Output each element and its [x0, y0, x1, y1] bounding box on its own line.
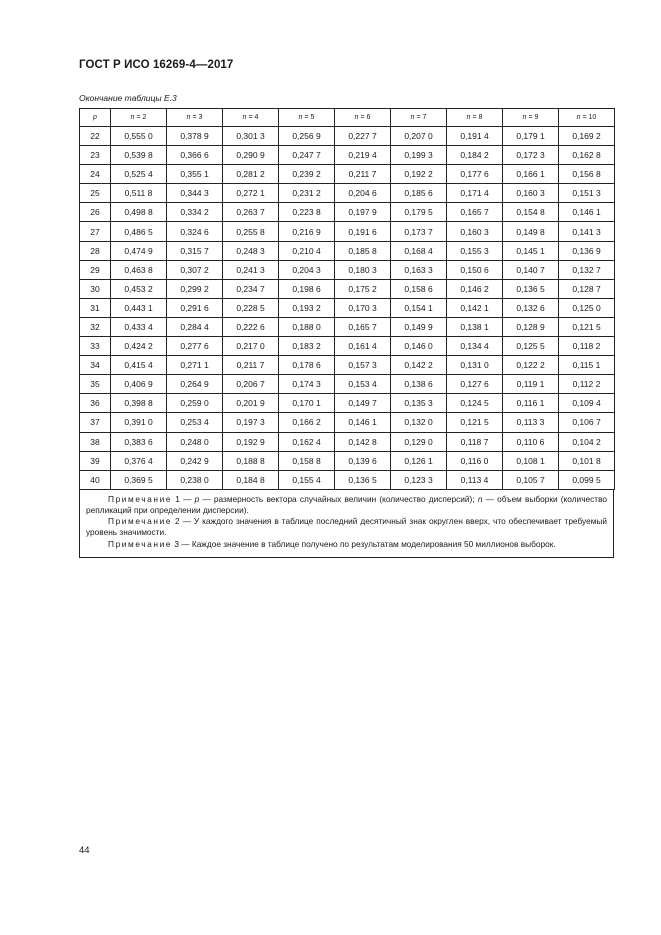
- table-cell: 0,153 4: [335, 375, 391, 394]
- table-cell: 0,211 7: [335, 165, 391, 184]
- table-cell: 0,228 5: [223, 298, 279, 317]
- table-cell: 0,178 6: [279, 356, 335, 375]
- table-cell: 0,121 5: [559, 317, 615, 336]
- table-cell: 0,415 4: [111, 356, 167, 375]
- table-cell: 0,344 3: [167, 184, 223, 203]
- table-cell: 0,238 0: [167, 470, 223, 489]
- table-cell: 0,216 9: [279, 222, 335, 241]
- table-cell: 0,138 6: [391, 375, 447, 394]
- table-cell: 0,106 7: [559, 413, 615, 432]
- table-cell: 0,112 2: [559, 375, 615, 394]
- table-cell: 0,231 2: [279, 184, 335, 203]
- row-label-p: 31: [80, 298, 111, 317]
- table-row: [80, 356, 615, 375]
- table-cell: 0,121 5: [447, 413, 503, 432]
- table-cell: 0,126 1: [391, 451, 447, 470]
- row-label-p: 26: [80, 203, 111, 222]
- table-row: [80, 279, 615, 298]
- table-cell: 0,160 3: [503, 184, 559, 203]
- table-cell: 0,132 7: [559, 260, 615, 279]
- table-cell: 0,145 1: [503, 241, 559, 260]
- table-cell: 0,150 6: [447, 260, 503, 279]
- table-cell: 0,125 5: [503, 337, 559, 356]
- table-cell: 0,160 3: [447, 222, 503, 241]
- table-cell: 0,146 1: [335, 413, 391, 432]
- row-label-p: 33: [80, 337, 111, 356]
- table-cell: 0,154 8: [503, 203, 559, 222]
- table-cell: 0,138 1: [447, 317, 503, 336]
- table-row: [80, 470, 615, 489]
- table-cell: 0,272 1: [223, 184, 279, 203]
- table-cell: 0,136 9: [559, 241, 615, 260]
- table-cell: 0,184 8: [223, 470, 279, 489]
- table-cell: 0,210 4: [279, 241, 335, 260]
- table-cell: 0,142 2: [391, 356, 447, 375]
- table-row: [80, 451, 615, 470]
- table-cell: 0,539 8: [111, 146, 167, 165]
- row-label-p: 38: [80, 432, 111, 451]
- table-cell: 0,486 5: [111, 222, 167, 241]
- table-cell: 0,185 6: [391, 184, 447, 203]
- row-label-p: 37: [80, 413, 111, 432]
- table-cell: 0,141 3: [559, 222, 615, 241]
- table-cell: 0,406 9: [111, 375, 167, 394]
- table-cell: 0,105 7: [503, 470, 559, 489]
- table-cell: 0,424 2: [111, 337, 167, 356]
- table-cell: 0,155 3: [447, 241, 503, 260]
- table-cell: 0,204 6: [335, 184, 391, 203]
- table-cell: 0,191 6: [335, 222, 391, 241]
- table-cell: 0,301 3: [223, 127, 279, 146]
- table-cell: 0,247 7: [279, 146, 335, 165]
- table-cell: 0,134 4: [447, 337, 503, 356]
- table-cell: 0,146 0: [391, 337, 447, 356]
- table-cell: 0,157 3: [335, 356, 391, 375]
- table-row: [80, 298, 615, 317]
- table-cell: 0,155 4: [279, 470, 335, 489]
- table-row: [80, 222, 615, 241]
- table-cell: 0,099 5: [559, 470, 615, 489]
- table-cell: 0,136 5: [335, 470, 391, 489]
- table-row: [80, 203, 615, 222]
- table-cell: 0,383 6: [111, 432, 167, 451]
- table-cell: 0,179 5: [391, 203, 447, 222]
- table-cell: 0,118 7: [447, 432, 503, 451]
- table-cell: 0,191 4: [447, 127, 503, 146]
- table-cell: 0,324 6: [167, 222, 223, 241]
- table-row: [80, 146, 615, 165]
- table-cell: 0,193 2: [279, 298, 335, 317]
- table-cell: 0,398 8: [111, 394, 167, 413]
- table-cell: 0,127 6: [447, 375, 503, 394]
- column-header-n: n = 5: [279, 109, 335, 127]
- table-cell: 0,165 7: [335, 317, 391, 336]
- table-cell: 0,154 1: [391, 298, 447, 317]
- table-cell: 0,116 0: [447, 451, 503, 470]
- table-cell: 0,123 3: [391, 470, 447, 489]
- table-cell: 0,355 1: [167, 165, 223, 184]
- table-cell: 0,199 3: [391, 146, 447, 165]
- table-container: [79, 108, 614, 558]
- table-cell: 0,163 3: [391, 260, 447, 279]
- table-cell: 0,291 6: [167, 298, 223, 317]
- table-cell: 0,248 3: [223, 241, 279, 260]
- table-cell: 0,158 8: [279, 451, 335, 470]
- table-cell: 0,263 7: [223, 203, 279, 222]
- table-row: [80, 413, 615, 432]
- column-header-n: n = 8: [447, 109, 503, 127]
- row-label-p: 22: [80, 127, 111, 146]
- table-cell: 0,525 4: [111, 165, 167, 184]
- column-header-n: n = 6: [335, 109, 391, 127]
- table-cell: 0,166 1: [503, 165, 559, 184]
- column-header-n: n = 7: [391, 109, 447, 127]
- table-body: [80, 127, 615, 490]
- table-cell: 0,284 4: [167, 317, 223, 336]
- table-cell: 0,162 8: [559, 146, 615, 165]
- table-cell: 0,184 2: [447, 146, 503, 165]
- table-cell: 0,248 0: [167, 432, 223, 451]
- column-header-n: n = 3: [167, 109, 223, 127]
- table-cell: 0,136 5: [503, 279, 559, 298]
- table-cell: 0,443 1: [111, 298, 167, 317]
- table-cell: 0,142 8: [335, 432, 391, 451]
- table-cell: 0,168 4: [391, 241, 447, 260]
- column-header-n: n = 9: [503, 109, 559, 127]
- table-row: [80, 165, 615, 184]
- table-cell: 0,146 1: [559, 203, 615, 222]
- table-cell: 0,101 8: [559, 451, 615, 470]
- column-header-n: n = 2: [111, 109, 167, 127]
- table-cell: 0,391 0: [111, 413, 167, 432]
- table-row: [80, 127, 615, 146]
- note-3: Примечание 3 — Каждое значение в таблице получено по результатам моделирования 50 миллионов выборок.: [108, 538, 556, 549]
- table-cell: 0,192 2: [391, 165, 447, 184]
- table-cell: 0,264 9: [167, 375, 223, 394]
- table-row: [80, 375, 615, 394]
- table-cell: 0,174 3: [279, 375, 335, 394]
- column-header-p: p: [80, 109, 111, 127]
- table-cell: 0,170 1: [279, 394, 335, 413]
- row-label-p: 32: [80, 317, 111, 336]
- table-cell: 0,149 9: [391, 317, 447, 336]
- row-label-p: 34: [80, 356, 111, 375]
- table-cell: 0,255 8: [223, 222, 279, 241]
- row-label-p: 24: [80, 165, 111, 184]
- document-header: ГОСТ Р ИСО 16269-4—2017: [79, 59, 234, 71]
- table-cell: 0,223 8: [279, 203, 335, 222]
- row-label-p: 27: [80, 222, 111, 241]
- table-cell: 0,369 5: [111, 470, 167, 489]
- table-cell: 0,217 0: [223, 337, 279, 356]
- row-label-p: 23: [80, 146, 111, 165]
- table-cell: 0,140 7: [503, 260, 559, 279]
- table-cell: 0,555 0: [111, 127, 167, 146]
- table-cell: 0,132 0: [391, 413, 447, 432]
- table-cell: 0,197 9: [335, 203, 391, 222]
- table-cell: 0,453 2: [111, 279, 167, 298]
- table-cell: 0,170 3: [335, 298, 391, 317]
- row-label-p: 30: [80, 279, 111, 298]
- table-cell: 0,128 9: [503, 317, 559, 336]
- note-1: Примечание 1 — p — размерность вектора случайных величин (количество дисперсий); n — объем выборки (количество репликаций при определении дисперсии).: [86, 493, 608, 515]
- table-cell: 0,124 5: [447, 394, 503, 413]
- table-cell: 0,129 0: [391, 432, 447, 451]
- table-cell: 0,433 4: [111, 317, 167, 336]
- table-cell: 0,256 9: [279, 127, 335, 146]
- table-cell: 0,180 3: [335, 260, 391, 279]
- table-cell: 0,204 3: [279, 260, 335, 279]
- table-cell: 0,139 6: [335, 451, 391, 470]
- table-cell: 0,188 8: [223, 451, 279, 470]
- table-cell: 0,222 6: [223, 317, 279, 336]
- table-cell: 0,132 6: [503, 298, 559, 317]
- table-cell: 0,108 1: [503, 451, 559, 470]
- row-label-p: 36: [80, 394, 111, 413]
- column-header-n: n = 10: [559, 109, 615, 127]
- table-cell: 0,271 1: [167, 356, 223, 375]
- table-cell: 0,113 3: [503, 413, 559, 432]
- table-cell: 0,463 8: [111, 260, 167, 279]
- table-cell: 0,474 9: [111, 241, 167, 260]
- table-cell: 0,125 0: [559, 298, 615, 317]
- table-row: [80, 241, 615, 260]
- data-table: [79, 108, 615, 490]
- table-row: [80, 260, 615, 279]
- table-cell: 0,207 0: [391, 127, 447, 146]
- table-cell: 0,307 2: [167, 260, 223, 279]
- table-cell: 0,113 4: [447, 470, 503, 489]
- table-row: [80, 394, 615, 413]
- table-cell: 0,241 3: [223, 260, 279, 279]
- table-cell: 0,206 7: [223, 375, 279, 394]
- table-cell: 0,149 7: [335, 394, 391, 413]
- table-cell: 0,161 4: [335, 337, 391, 356]
- table-cell: 0,281 2: [223, 165, 279, 184]
- table-cell: 0,290 9: [223, 146, 279, 165]
- row-label-p: 40: [80, 470, 111, 489]
- table-cell: 0,511 8: [111, 184, 167, 203]
- table-row: [80, 184, 615, 203]
- table-cell: 0,142 1: [447, 298, 503, 317]
- table-cell: 0,118 2: [559, 337, 615, 356]
- table-cell: 0,334 2: [167, 203, 223, 222]
- table-cell: 0,175 2: [335, 279, 391, 298]
- table-notes: [79, 490, 614, 558]
- table-cell: 0,115 1: [559, 356, 615, 375]
- table-cell: 0,315 7: [167, 241, 223, 260]
- table-cell: 0,376 4: [111, 451, 167, 470]
- row-label-p: 28: [80, 241, 111, 260]
- table-cell: 0,146 2: [447, 279, 503, 298]
- table-cell: 0,299 2: [167, 279, 223, 298]
- table-cell: 0,162 4: [279, 432, 335, 451]
- table-cell: 0,378 9: [167, 127, 223, 146]
- table-cell: 0,165 7: [447, 203, 503, 222]
- table-cell: 0,109 4: [559, 394, 615, 413]
- table-cell: 0,173 7: [391, 222, 447, 241]
- table-row: [80, 432, 615, 451]
- table-cell: 0,171 4: [447, 184, 503, 203]
- table-row: [80, 337, 615, 356]
- table-cell: 0,498 8: [111, 203, 167, 222]
- table-cell: 0,183 2: [279, 337, 335, 356]
- table-cell: 0,192 9: [223, 432, 279, 451]
- table-cell: 0,219 4: [335, 146, 391, 165]
- table-cell: 0,179 1: [503, 127, 559, 146]
- table-cell: 0,211 7: [223, 356, 279, 375]
- table-cell: 0,158 6: [391, 279, 447, 298]
- table-cell: 0,128 7: [559, 279, 615, 298]
- table-cell: 0,177 6: [447, 165, 503, 184]
- table-cell: 0,198 6: [279, 279, 335, 298]
- table-row: [80, 317, 615, 336]
- table-cell: 0,366 6: [167, 146, 223, 165]
- table-cell: 0,149 8: [503, 222, 559, 241]
- table-cell: 0,197 3: [223, 413, 279, 432]
- table-header-row: [80, 109, 615, 127]
- table-cell: 0,242 9: [167, 451, 223, 470]
- table-cell: 0,110 6: [503, 432, 559, 451]
- table-cell: 0,135 3: [391, 394, 447, 413]
- column-header-n: n = 4: [223, 109, 279, 127]
- row-label-p: 35: [80, 375, 111, 394]
- table-cell: 0,201 9: [223, 394, 279, 413]
- table-cell: 0,104 2: [559, 432, 615, 451]
- table-cell: 0,119 1: [503, 375, 559, 394]
- table-cell: 0,116 1: [503, 394, 559, 413]
- table-cell: 0,277 6: [167, 337, 223, 356]
- note-2: Примечание 2 — У каждого значения в таблице последний десятичный знак округлен вверх, что обеспечивает требуемый уровень значимости.: [86, 516, 607, 538]
- page-number: 44: [79, 845, 90, 856]
- table-cell: 0,131 0: [447, 356, 503, 375]
- table-cell: 0,239 2: [279, 165, 335, 184]
- table-cell: 0,169 2: [559, 127, 615, 146]
- table-cell: 0,253 4: [167, 413, 223, 432]
- table-cell: 0,166 2: [279, 413, 335, 432]
- table-cell: 0,227 7: [335, 127, 391, 146]
- table-cell: 0,172 3: [503, 146, 559, 165]
- row-label-p: 25: [80, 184, 111, 203]
- row-label-p: 29: [80, 260, 111, 279]
- table-cell: 0,122 2: [503, 356, 559, 375]
- row-label-p: 39: [80, 451, 111, 470]
- table-caption: Окончание таблицы Е.3: [79, 93, 177, 103]
- table-cell: 0,259 0: [167, 394, 223, 413]
- table-cell: 0,151 3: [559, 184, 615, 203]
- table-cell: 0,234 7: [223, 279, 279, 298]
- table-cell: 0,156 8: [559, 165, 615, 184]
- table-cell: 0,188 0: [279, 317, 335, 336]
- table-cell: 0,185 8: [335, 241, 391, 260]
